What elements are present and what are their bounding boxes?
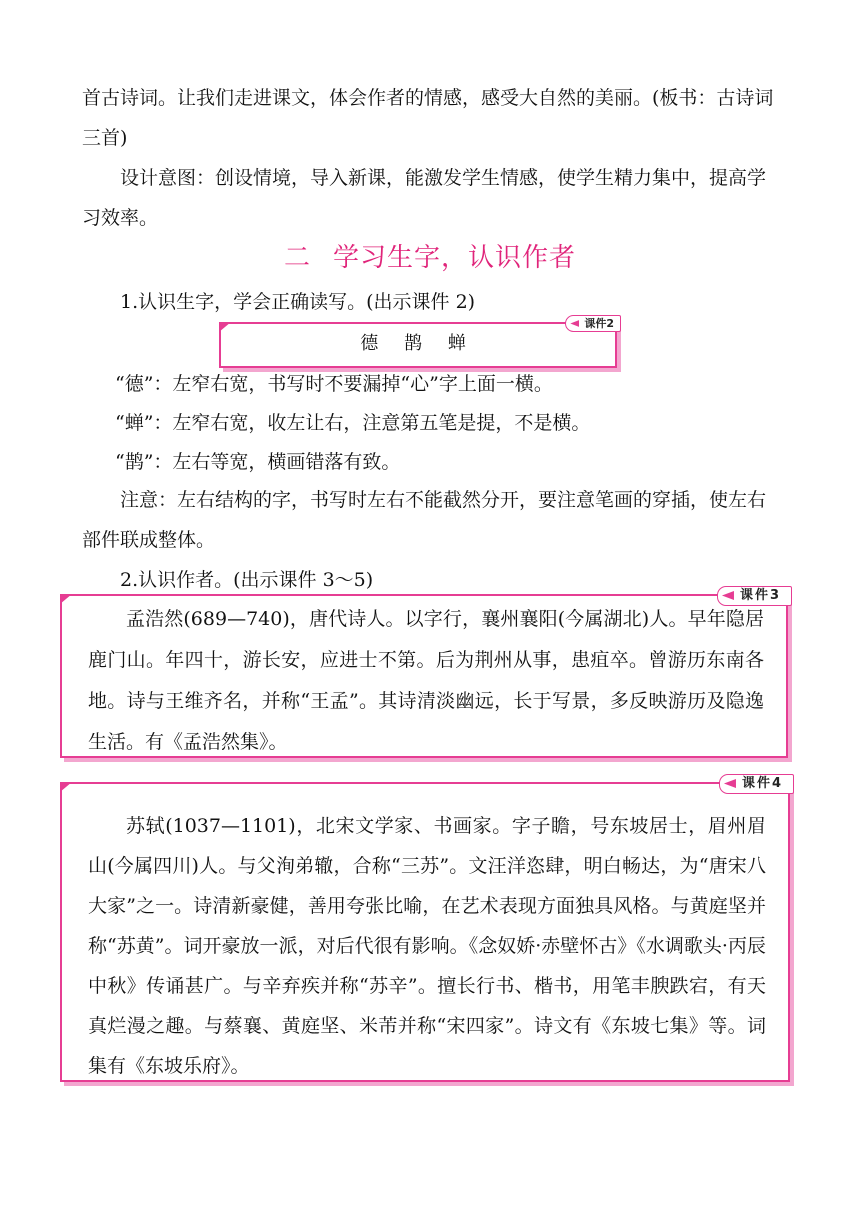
courseware-3-box — [60, 588, 788, 758]
courseware-2-tag: 课件2 — [565, 315, 621, 332]
courseware-3-tag: 课件3 — [717, 586, 792, 606]
courseware-4-tag: 课件4 — [719, 774, 794, 794]
meng-haoran-bio: 孟浩然(689—740)，唐代诗人。以字行，襄州襄阳(今属湖北)人。早年隐居鹿门山。年四十，游长安，应进士不第。后为荆州从事，患疽卒。曾游历东南各地。诗与王维齐名，并称“王孟”。其诗清淡幽远，长于写景，多反映游历及隐逸生活。有《孟浩然集》。 — [88, 608, 764, 753]
box-corner-decoration — [60, 594, 72, 604]
character-note-chan: “蝉”：左窄右宽，收左让右，注意第五笔是提，不是横。 — [115, 412, 591, 434]
section-heading — [0, 238, 860, 278]
design-intent-paragraph: 设计意图：创设情境，导入新课，能激发学生情感，使学生精力集中，提高学习效率。 — [82, 167, 767, 229]
courseware-4-box — [60, 776, 790, 1082]
intro-paragraph: 首古诗词。让我们走进课文，体会作者的情感，感受大自然的美丽。(板书：古诗词三首) — [82, 87, 774, 149]
new-characters: 德 鹊 蝉 — [360, 333, 476, 354]
box-corner-decoration — [60, 782, 72, 792]
writing-note-paragraph: 注意：左右结构的字，书写时左右不能截然分开，要注意笔画的穿插，使左右部件联成整体。 — [82, 489, 767, 551]
step2-text: 2.认识作者。(出示课件 3～5) — [120, 569, 374, 591]
step1-text: 1.认识生字，学会正确读写。(出示课件 2) — [120, 291, 476, 313]
character-note-que: “鹊”：左右等宽，横画错落有致。 — [115, 451, 401, 473]
section-number: 二 — [283, 243, 311, 273]
section-title: 学习生字，认识作者 — [333, 243, 577, 273]
su-shi-bio: 苏轼(1037—1101)，北宋文学家、书画家。字子瞻，号东坡居士，眉州眉山(今属四川)人。与父洵弟辙，合称“三苏”。文汪洋恣肆，明白畅达，为“唐宋八大家”之一。诗清新豪健，善用夸张比喻，在艺术表现方面独具风格。与黄庭坚并称“苏黄”。词开豪放一派，对后代很有影响。《念奴娇·赤壁怀古》《水调歌头·丙辰中秋》传诵甚广。与辛弃疾并称“苏辛”。擅长行书、楷书，用笔丰腴跌宕，有天真烂漫之趣。与蔡襄、黄庭坚、米芾并称“宋四家”。诗文有《东坡七集》等。词集有《东坡乐府》。 — [88, 815, 766, 1077]
character-note-de: “德”：左窄右宽，书写时不要漏掉“心”字上面一横。 — [115, 373, 553, 395]
courseware-2-box — [219, 317, 617, 368]
